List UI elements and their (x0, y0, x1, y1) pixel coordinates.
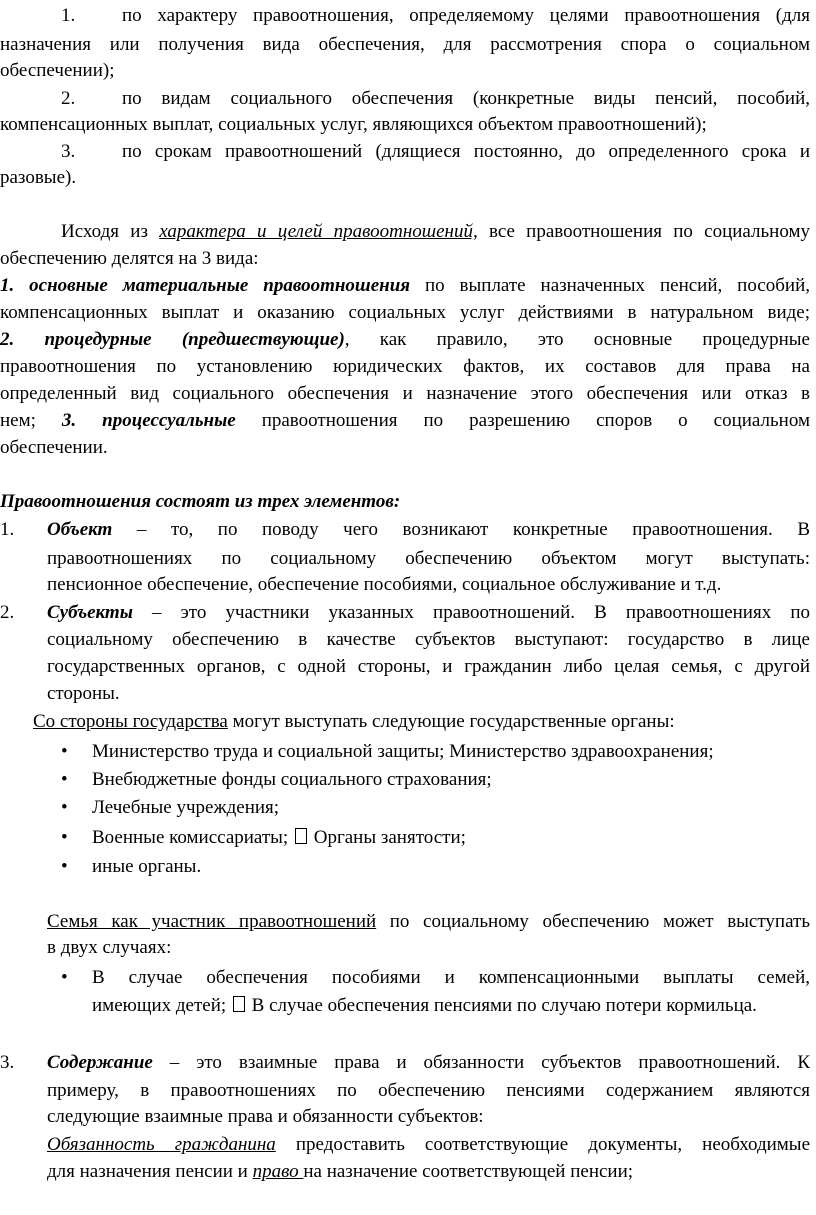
elements-heading: Правоотношения состоят из трех элементов: (0, 491, 401, 512)
bullet-marker: • (61, 856, 68, 877)
criterion-1-number: 1. (61, 5, 76, 26)
content-number: 3. (0, 1052, 15, 1073)
criterion-2-line: компенсационных выплат, социальных услуг, являющихся объектом правоотношений); (0, 114, 707, 135)
missing-glyph-box (233, 996, 245, 1012)
criterion-1-line: по характеру правоотношения, определяемому целями правоотношения (для (122, 5, 810, 26)
types-paragraph-line: 1. основные материальные правоотношения по выплате назначенных пенсий, пособий, (0, 275, 810, 296)
types-paragraph-line: правоотношения по установлению юридических фактов, их составов для права на (0, 356, 810, 377)
criterion-2-number: 2. (61, 88, 76, 109)
criterion-3-line: по срокам правоотношений (длящиеся постоянно, до определенного срока и (122, 141, 810, 162)
bullet-marker: • (61, 967, 68, 988)
subjects-number: 2. (0, 602, 15, 623)
types-paragraph-line: компенсационных выплат и оказанию социальных услуг действиями в натуральном виде; (0, 302, 810, 323)
types-paragraph-line: 2. процедурные (предшествующие), как правило, это основные процедурные (0, 329, 810, 350)
organ-list-item: Военные комиссариаты; Органы занятости; (92, 827, 466, 848)
state-organs-intro: Со стороны государства могут выступать следующие государственные органы: (33, 711, 675, 732)
object-number: 1. (0, 519, 15, 540)
content-line: Обязанность гражданина предоставить соответствующие документы, необходимые (47, 1134, 810, 1155)
family-case-item: имеющих детей; В случае обеспечения пенсиями по случаю потери кормильца. (92, 995, 757, 1016)
content-line: следующие взаимные права и обязанности субъектов: (47, 1106, 484, 1127)
object-line: пенсионное обеспечение, обеспечение пособиями, социальное обслуживание и т.д. (47, 574, 722, 595)
content-line: примеру, в правоотношениях по обеспечению пенсиями содержанием являются (47, 1080, 810, 1101)
family-case-item: В случае обеспечения пособиями и компенсационными выплаты семей, (92, 967, 810, 988)
organ-list-item: иные органы. (92, 856, 202, 877)
family-intro: в двух случаях: (47, 937, 172, 958)
bullet-marker: • (61, 741, 68, 762)
types-paragraph-line: определенный вид социального обеспечения и назначение этого обеспечения или отказ в (0, 383, 810, 404)
types-paragraph-line: нем; 3. процессуальные правоотношения по разрешению споров о социальном (0, 410, 810, 431)
criterion-3-line: разовые). (0, 167, 77, 188)
bullet-marker: • (61, 827, 68, 848)
object-line: Объект – то, по поводу чего возникают конкретные правоотношения. В (47, 519, 810, 540)
types-paragraph-line: обеспечению делятся на 3 вида: (0, 248, 259, 269)
subjects-line: социальному обеспечению в качестве субъектов выступают: государство в лице (47, 629, 810, 650)
subjects-line: стороны. (47, 683, 120, 704)
object-line: правоотношениях по социальному обеспечению объектом могут выступать: (47, 548, 810, 569)
organ-list-item: Лечебные учреждения; (92, 797, 280, 818)
bullet-marker: • (61, 769, 68, 790)
bullet-marker: • (61, 797, 68, 818)
criterion-1-line: обеспечении); (0, 60, 115, 81)
missing-glyph-box (295, 828, 307, 844)
organ-list-item: Внебюджетные фонды социального страхования; (92, 769, 492, 790)
organ-list-item: Министерство труда и социальной защиты; Министерство здравоохранения; (92, 741, 714, 762)
types-paragraph-line: обеспечении. (0, 437, 108, 458)
criterion-1-line: назначения или получения вида обеспечения, для рассмотрения спора о социальном (0, 34, 810, 55)
types-paragraph-line: Исходя из характера и целей правоотношений, все правоотношения по социальному (61, 221, 810, 242)
criterion-3-number: 3. (61, 141, 76, 162)
family-intro: Семья как участник правоотношений по социальному обеспечению может выступать (47, 911, 810, 932)
content-line: для назначения пенсии и право на назначение соответствующей пенсии; (47, 1161, 634, 1182)
subjects-line: государственных органов, с одной стороны, и гражданин либо целая семья, с другой (47, 656, 810, 677)
criterion-2-line: по видам социального обеспечения (конкретные виды пенсий, пособий, (122, 88, 810, 109)
content-line: Содержание – это взаимные права и обязанности субъектов правоотношений. К (47, 1052, 810, 1073)
subjects-line: Субъекты – это участники указанных правоотношений. В правоотношениях по (47, 602, 810, 623)
